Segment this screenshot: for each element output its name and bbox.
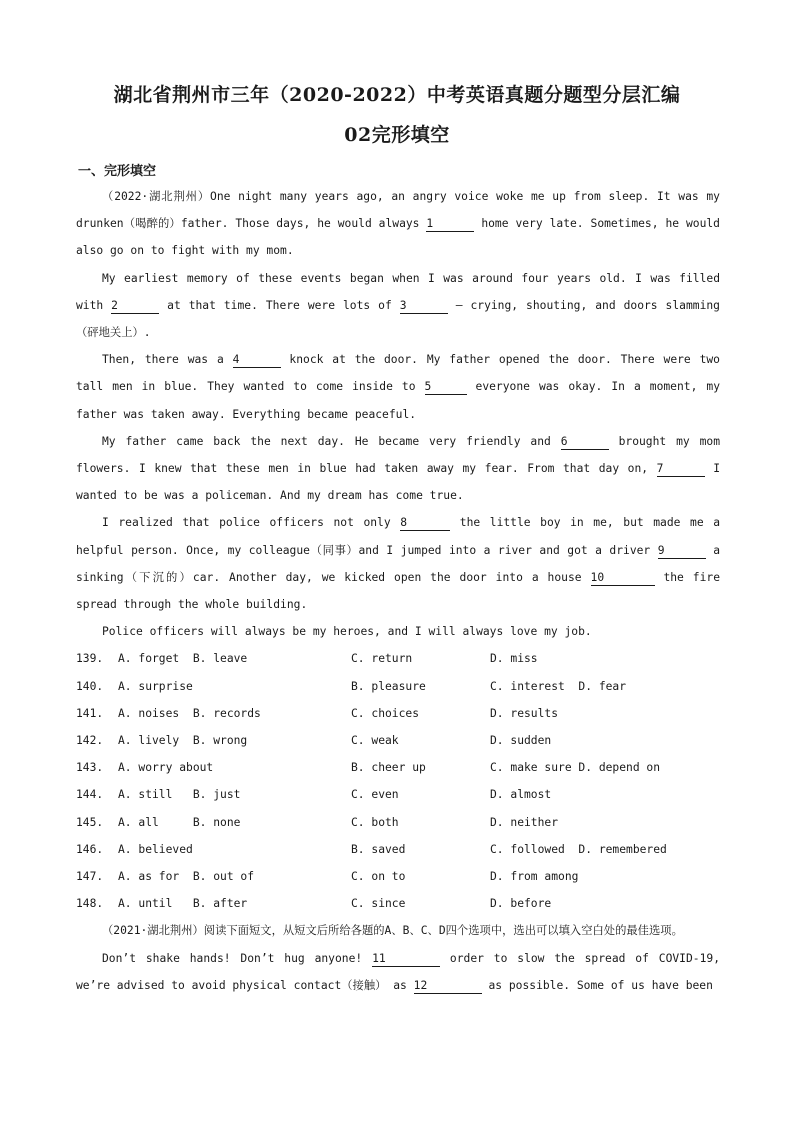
question-first-options [76,890,351,917]
passage1-paragraph-3 [76,346,720,428]
question-first-options [76,781,351,808]
option-text: C. return [351,652,413,666]
blank-8: 8 [400,516,450,531]
question-first-options [76,673,351,700]
option-text: A. until B. after [118,897,248,911]
option-text: A. forget B. leave [118,652,248,666]
passage1-paragraph-2 [76,265,720,347]
blank-11: 11 [372,952,440,967]
option-text: A. surprise [118,679,193,693]
text-run: as possible. Some of us have been [481,978,713,992]
blank-6: 6 [561,435,609,450]
option-text: D. sudden [490,734,552,748]
option-text: C. choices [351,706,420,720]
text-run: Don’t shake hands! Don’t hug anyone! [102,951,373,965]
option-text: C. on to [351,869,406,883]
question-row [76,836,720,863]
option-text: D. results [490,706,559,720]
option-text: C. even [351,788,399,802]
question-number: 142. [76,734,104,748]
question-number: 147. [76,869,104,883]
option-text: A. all B. none [118,815,241,829]
text-run: a sinking（下沉的）car. Another day, we kicked open the door into a house [76,543,720,584]
option-text: B. saved [351,842,406,856]
blank-3: 3 [400,299,448,314]
option-text: D. miss [490,652,538,666]
question-first-options [76,645,351,672]
text-run: at that time. There were lots of [159,298,400,312]
option-text: D. before [490,897,552,911]
option-text: C. make sure D. depend on [490,761,661,775]
text-run: My earliest memory of these events began when I was around four years old. I was filled with [76,271,720,312]
question-row [76,781,720,808]
text-run: order to slow the spread of COVID-19, we’re advised to avoid physical contact（接触） as [76,951,720,992]
option-text: B. pleasure [351,679,426,693]
section-heading: 一、完形填空 [78,164,157,179]
passage1-paragraph-6: Police officers will always be my heroes, and I will always love my job. [102,625,592,639]
option-text: C. since [351,897,406,911]
question-number: 145. [76,815,104,829]
text-run: knock at the door. My father opened the door. There were two tall men in blue. They wanted to come inside to [76,353,720,394]
question-row [76,727,720,754]
option-text: C. both [351,815,399,829]
blank-10: 10 [591,571,655,586]
text-run: My father came back the next day. He became very friendly and [102,434,561,448]
text-run: I wanted to be was a policeman. And my dream has come true. [76,462,720,503]
text-run: home very late. Sometimes, he would also go on to fight with my mom. [76,217,720,258]
passage1-paragraph-4 [76,428,720,510]
question-number: 144. [76,788,104,802]
question-first-options [76,809,351,836]
passage1-paragraph-5 [76,509,720,618]
text-run: brought my mom flowers. I knew that these men in blue had taken away my fear. From that day on, [76,434,720,476]
question-row [76,673,720,700]
option-text: C. weak [351,734,399,748]
text-run: Then, there was a [102,353,233,367]
question-first-options [76,863,351,890]
question-number: 139. [76,652,104,666]
question-row [76,890,720,917]
question-number: 140. [76,679,104,693]
text-run: I realized that police officers not only [102,516,401,530]
passage1-paragraph-1 [76,183,720,265]
question-first-options [76,700,351,727]
question-row [76,700,720,727]
option-text: A. still B. just [118,788,241,802]
option-text: A. as for B. out of [118,869,255,883]
blank-4: 4 [233,353,281,368]
option-text: A. believed [118,842,193,856]
blank-9: 9 [658,544,706,559]
question-first-options [76,727,351,754]
option-text: B. cheer up [351,761,426,775]
blank-5: 5 [425,380,467,395]
text-run: — crying, shouting, and doors slamming（砰地关上）. [76,298,720,340]
text-run: everyone was okay. In a moment, my father was taken away. Everything became peaceful. [76,380,720,421]
question-number: 141. [76,706,104,720]
question-number: 143. [76,761,104,775]
options-list [76,645,720,917]
option-text: A. noises B. records [118,706,261,720]
option-text: A. worry about [118,761,214,775]
passage2-paragraph-1 [76,945,720,999]
option-text: D. from among [490,869,579,883]
document-subtitle: 02完形填空 [344,124,450,146]
blank-1: 1 [426,217,474,232]
blank-2: 2 [111,299,159,314]
option-text: D. almost [490,788,552,802]
blank-7: 7 [657,462,705,477]
question-number: 148. [76,897,104,911]
question-first-options [76,836,351,863]
passage2-intro: （2021·湖北荆州）阅读下面短文，从短文后所给各题的A、B、C、D四个选项中，选出可以填入空白处的最佳选项。 [102,924,683,938]
question-row [76,809,720,836]
question-first-options [76,754,351,781]
option-text: C. followed D. remembered [490,842,667,856]
text-run: the fire spread through the whole building. [76,570,721,612]
option-text: C. interest D. fear [490,679,627,693]
document-body [76,183,720,999]
option-text: A. lively B. wrong [118,734,248,748]
option-text: D. neither [490,815,559,829]
question-row [76,645,720,672]
blank-12: 12 [414,979,482,994]
question-number: 146. [76,842,104,856]
document-title: 湖北省荆州市三年（2020-2022）中考英语真题分题型分层汇编 [113,84,681,106]
question-row [76,754,720,781]
text-run: the little boy in me, but made me a helpful person. Once, my colleague（同事）and I jumped into a river and got a driver [76,516,720,557]
question-row [76,863,720,890]
text-run: （2022·湖北荆州）One night many years ago, an angry voice woke me up from sleep. It was my drunken（喝醉的）father. Those days, he would always [76,190,720,231]
